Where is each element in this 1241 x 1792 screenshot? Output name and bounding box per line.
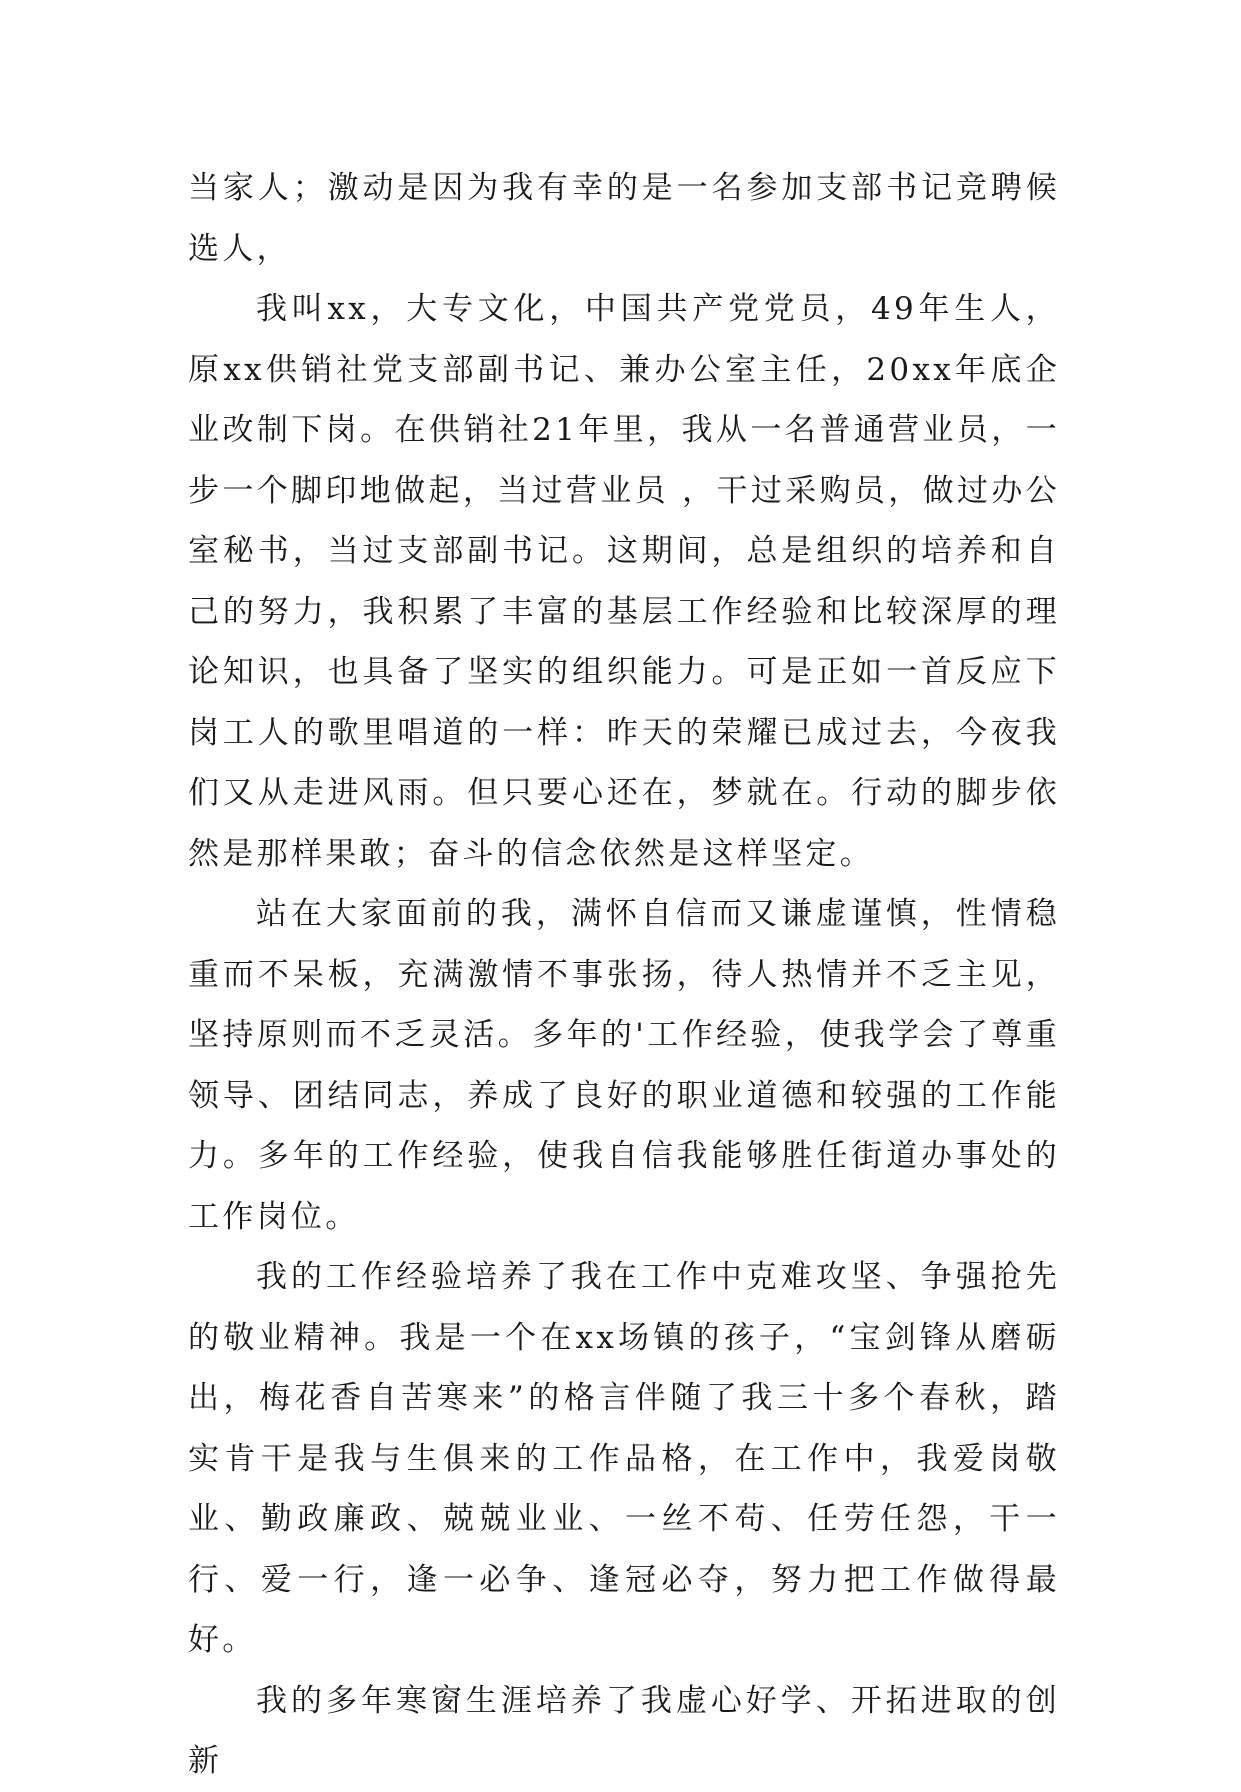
paragraph-4: 我的工作经验培养了我在工作中克难攻坚、争强抢先的敬业精神。我是一个在xx场镇的孩子，“宝剑锋从磨砺出，梅花香自苦寒来”的格言伴随了我三十多个春秋，踏实肯干是我与生俱来的工作品格，在工作中，我爱岗敬业、勤政廉政、兢兢业业、一丝不苟、任劳任怨，干一行、爱一行，逢一必争、逢冠必夺，努力把工作做得最好。: [188, 1259, 1060, 1658]
paragraph-2: 我叫xx，大专文化，中国共产党党员，49年生人，原xx供销社党支部副书记、兼办公室主任，20xx年底企业改制下岗。在供销社21年里，我从一名普通营业员，一步一个脚印地做起，当过营业员 ，干过采购员，做过办公室秘书，当过支部副书记。这期间，总是组织的培养和自己的努力，我积累了丰富的基层工作经验和比较深厚的理论知识，也具备了坚实的组织能力。可是正如一首反应下岗工人的歌里唱道的一样：昨天的荣耀已成过去，今夜我们又从走进风雨。但只要心还在，梦就在。行动的脚步依然是那样果敢；奋斗的信念依然是这样坚定。: [188, 291, 1060, 872]
paragraph-3: 站在大家面前的我，满怀自信而又谦虚谨慎，性情稳重而不呆板，充满激情不事张扬，待人热情并不乏主见，坚持原则而不乏灵活。多年的'工作经验，使我学会了尊重领导、团结同志，养成了良好的职业道德和较强的工作能力。多年的工作经验，使我自信我能够胜任街道办事处的工作岗位。: [188, 896, 1060, 1235]
body-text: [188, 158, 1060, 1792]
paragraph-5: 我的多年寒窗生涯培养了我虚心好学、开拓进取的创新: [188, 1682, 1060, 1779]
paragraph-1: 当家人；激动是因为我有幸的是一名参加支部书记竞聘候选人，: [188, 170, 1060, 267]
